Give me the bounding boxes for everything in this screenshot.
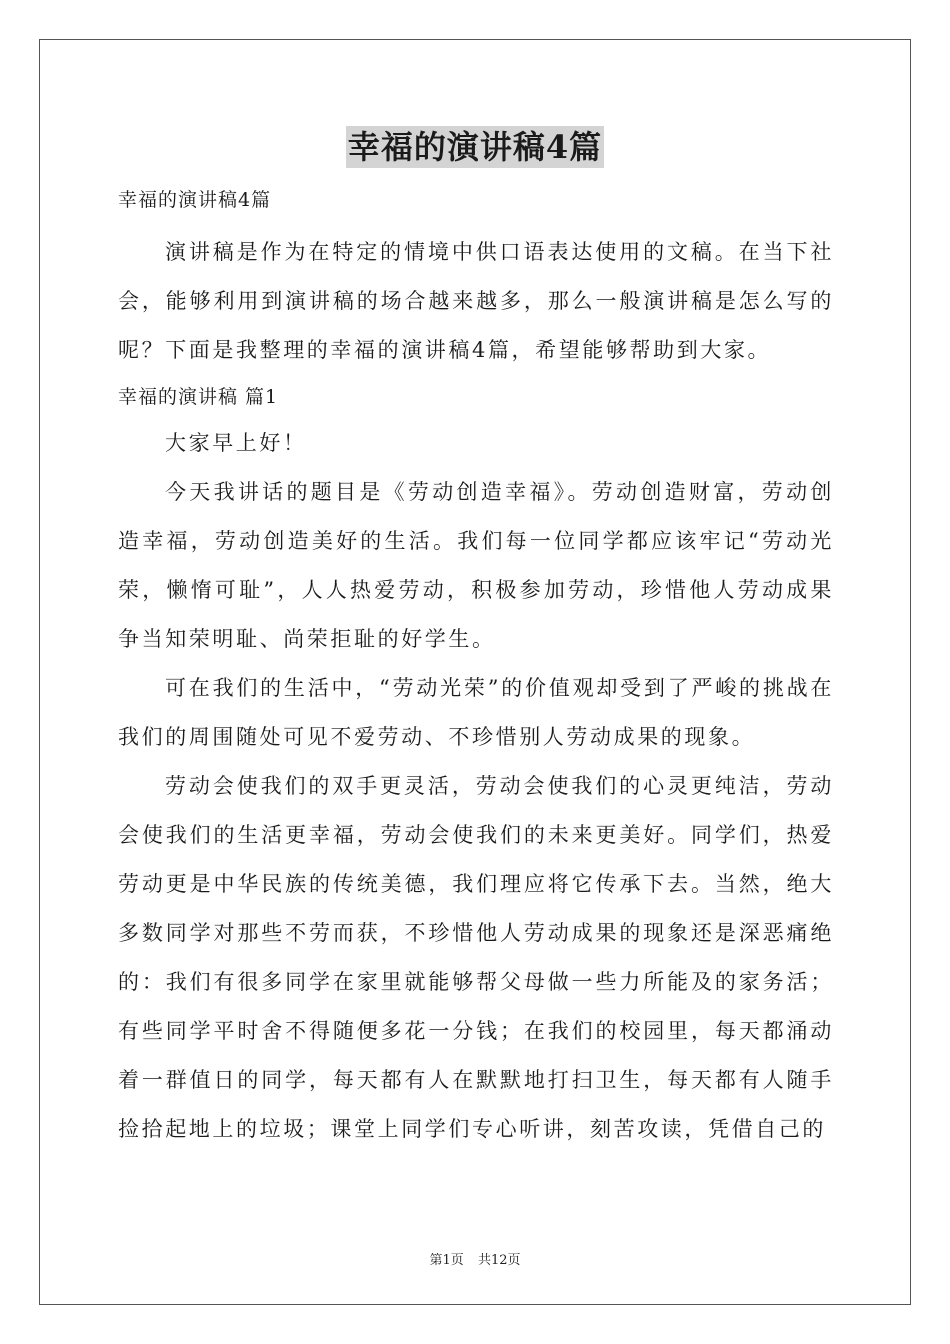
page-number: 第1页 — [429, 1253, 464, 1268]
body-paragraph: 可在我们的生活中，“劳动光荣”的价值观却受到了严峻的挑战在我们的周围随处可见不爱劳动、不珍惜别人劳动成果的现象。 — [118, 676, 834, 749]
body-paragraph: 劳动会使我们的双手更灵活，劳动会使我们的心灵更纯洁，劳动会使我们的生活更幸福，劳动会使我们的未来更美好。同学们，热爱劳动更是中华民族的传统美德，我们理应将它传承下去。当然，绝大多数同学对那些不劳而获，不珍惜他人劳动成果的现象还是深恶痛绝的：我们有很多同学在家里就能够帮父母做一些力所能及的家务活；有些同学平时舍不得随便多花一分钱；在我们的校园里，每天都涌动着一群值日的同学，每天都有人在默默地打扫卫生，每天都有人随手捡拾起地上的垃圾；课堂上同学们专心听讲，刻苦攻读，凭借自己的 — [118, 774, 834, 1141]
document-subtitle: 幸福的演讲稿4篇 — [118, 189, 272, 211]
document-body — [118, 180, 834, 1154]
document-title: 幸福的演讲稿4篇 — [347, 128, 603, 166]
title-wrap — [0, 126, 950, 168]
total-pages: 共12页 — [477, 1253, 521, 1268]
page-footer — [0, 1249, 950, 1268]
intro-paragraph: 演讲稿是作为在特定的情境中供口语表达使用的文稿。在当下社会，能够利用到演讲稿的场合越来越多，那么一般演讲稿是怎么写的呢？下面是我整理的幸福的演讲稿4篇，希望能够帮助到大家。 — [118, 240, 834, 362]
body-paragraph: 今天我讲话的题目是《劳动创造幸福》。劳动创造财富，劳动创造幸福，劳动创造美好的生活。我们每一位同学都应该牢记“劳动光荣，懒惰可耻”，人人热爱劳动，积极参加劳动，珍惜他人劳动成果争当知荣明耻、尚荣拒耻的好学生。 — [118, 480, 834, 651]
section-heading: 幸福的演讲稿 篇1 — [118, 386, 279, 408]
greeting-paragraph: 大家早上好！ — [165, 431, 307, 455]
